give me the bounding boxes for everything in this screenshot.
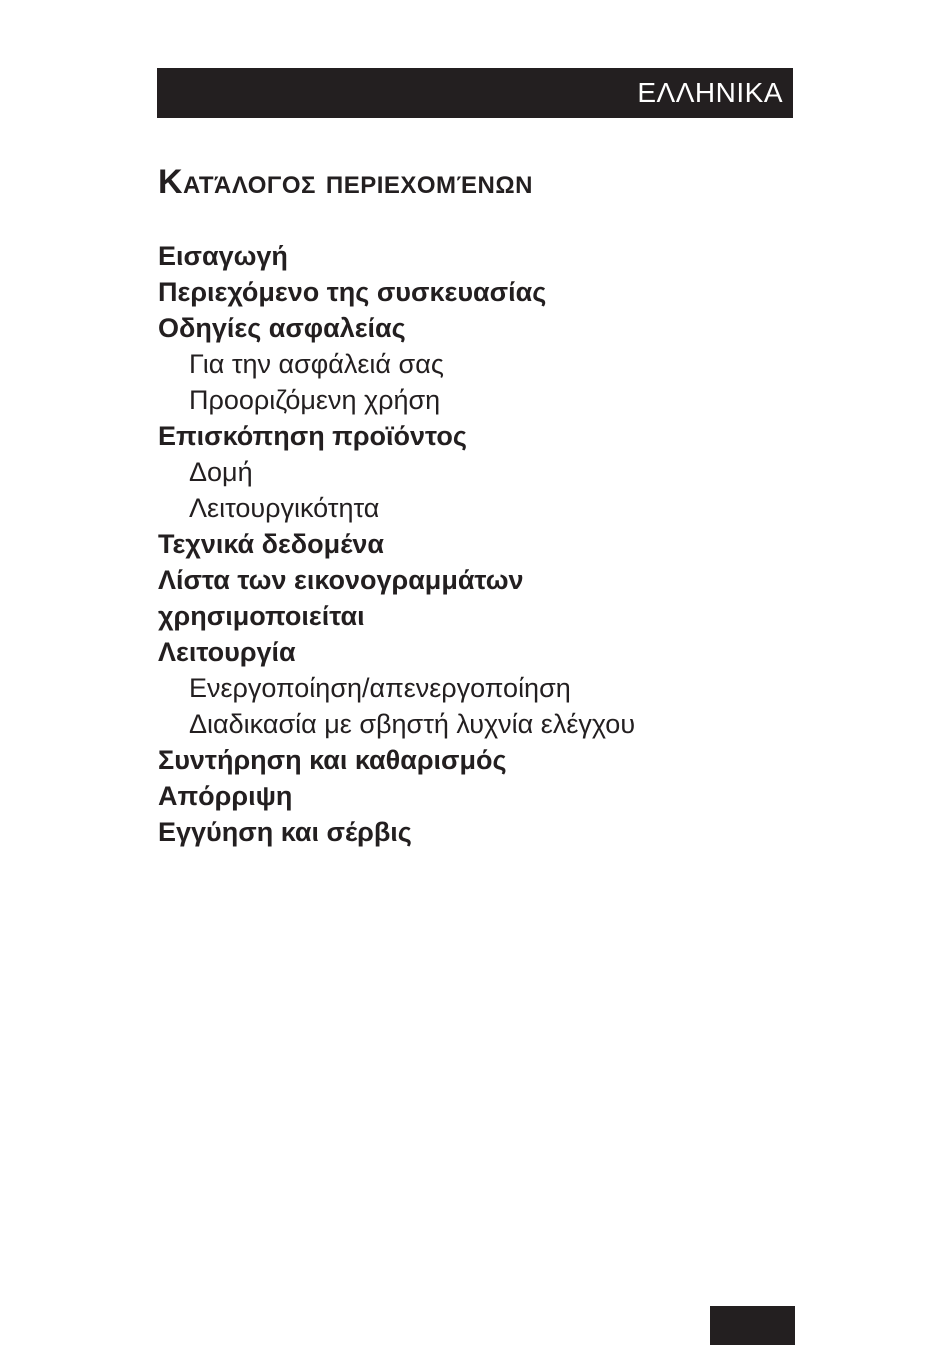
- toc-subitem-intended-use[interactable]: Προοριζόμενη χρήση: [189, 385, 441, 415]
- toc-item-pictogram-list-continued[interactable]: χρησιμοποιείται: [158, 601, 365, 631]
- toc-item-package-contents[interactable]: Περιεχόμενο της συσκευασίας: [158, 277, 547, 307]
- toc-subitem-on-off[interactable]: Ενεργοποίηση/απενεργοποίηση: [189, 673, 571, 703]
- toc-item-pictogram-list[interactable]: Λίστα των εικονογραμμάτων: [158, 565, 524, 595]
- toc-subitem-indicator-off-procedure[interactable]: Διαδικασία με σβηστή λυχνία ελέγχου: [189, 709, 636, 739]
- toc-item-maintenance-cleaning[interactable]: Συντήρηση και καθαρισμός: [158, 745, 507, 775]
- toc-title: Κατάλογος περιεχομένων: [158, 163, 533, 201]
- language-label: ΕΛΛΗΝΙΚΑ: [637, 77, 783, 108]
- language-header-bar: [157, 68, 793, 118]
- toc-subitem-functionality[interactable]: Λειτουργικότητα: [189, 493, 380, 523]
- toc-subitem-for-your-safety[interactable]: Για την ασφάλειά σας: [189, 349, 444, 379]
- toc-list: [158, 238, 635, 850]
- page-number-tab: [710, 1306, 795, 1345]
- toc-item-operation[interactable]: Λειτουργία: [158, 637, 296, 667]
- toc-item-technical-data[interactable]: Τεχνικά δεδομένα: [158, 529, 384, 559]
- toc-subitem-structure[interactable]: Δομή: [189, 457, 253, 487]
- toc-item-disposal[interactable]: Απόρριψη: [158, 781, 293, 811]
- toc-item-warranty-service[interactable]: Εγγύηση και σέρβις: [158, 817, 412, 847]
- toc-item-safety-instructions[interactable]: Οδηγίες ασφαλείας: [158, 313, 406, 343]
- toc-item-product-overview[interactable]: Επισκόπηση προϊόντος: [158, 421, 467, 451]
- toc-item-introduction[interactable]: Εισαγωγή: [158, 241, 288, 271]
